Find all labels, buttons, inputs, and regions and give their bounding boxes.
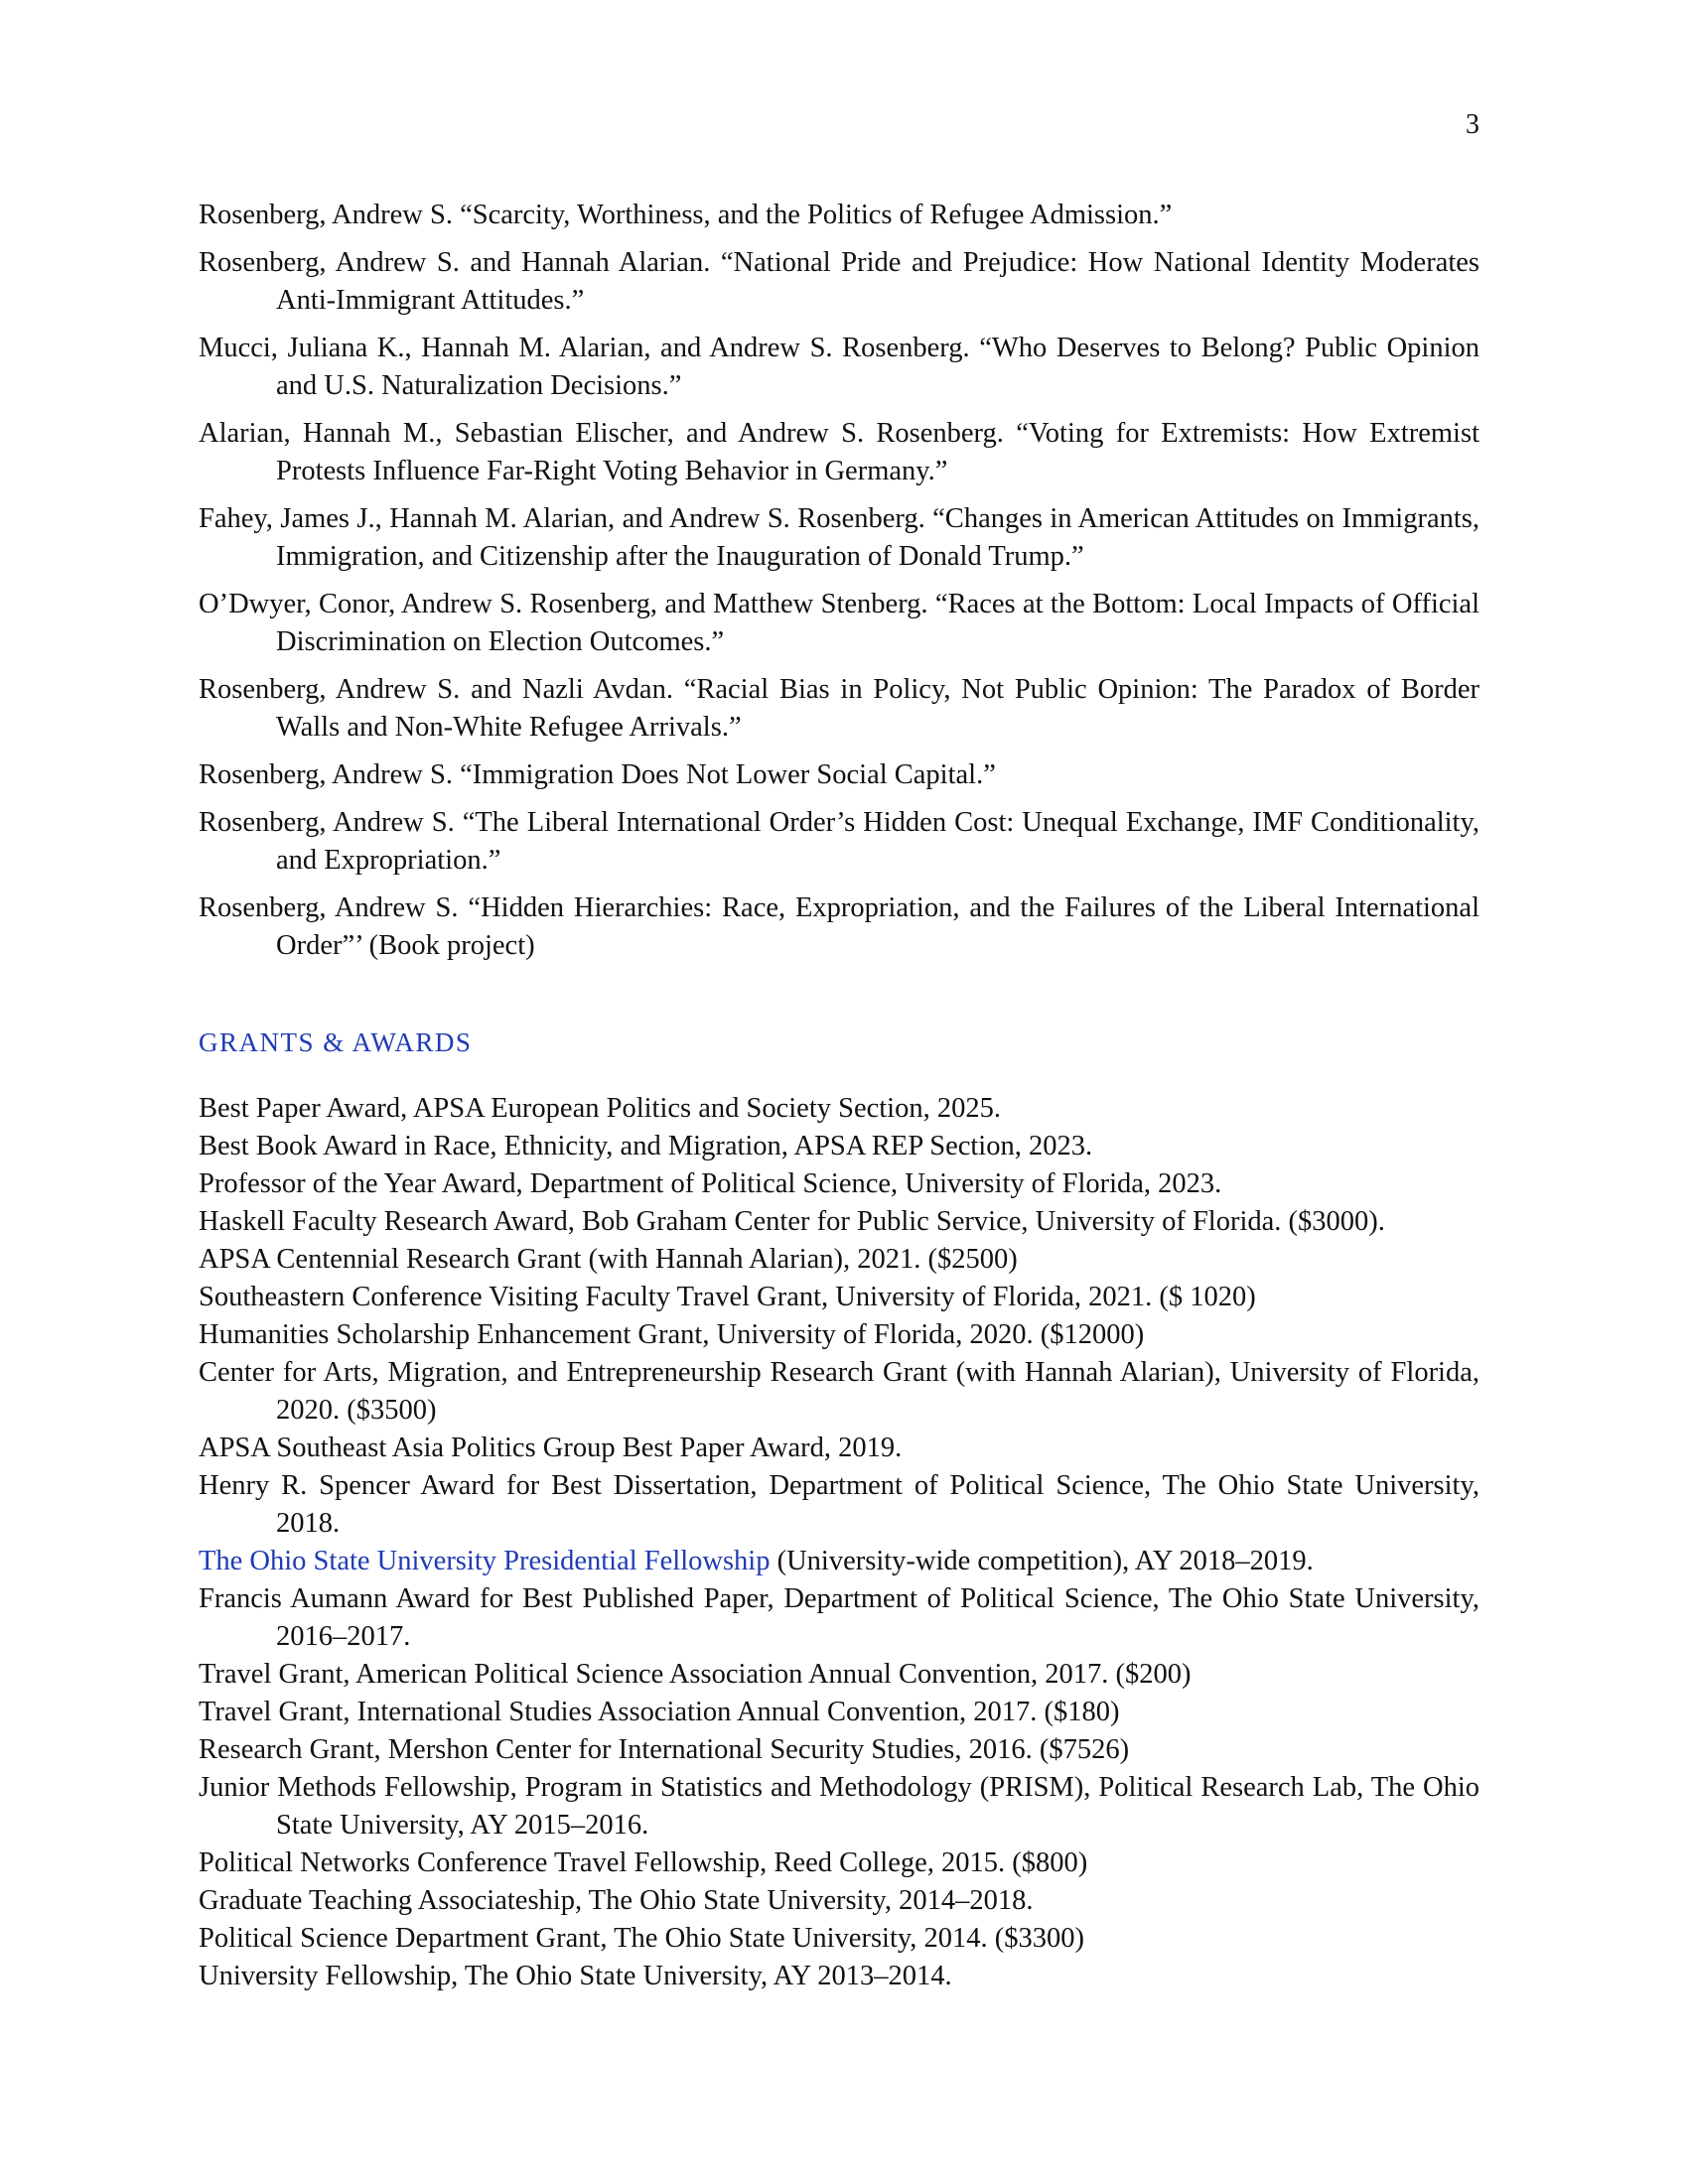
working-paper-entry: O’Dwyer, Conor, Andrew S. Rosenberg, and Matthew Stenberg. “Races at the Bottom: Local Impacts of Official Discrimination on Election Outcomes.” <box>199 589 1479 657</box>
working-paper-entry: Alarian, Hannah M., Sebastian Elischer, and Andrew S. Rosenberg. “Voting for Extremists: How Extremist Protests Influence Far-Right Voting Behavior in Germany.” <box>199 418 1479 486</box>
working-paper-entry: Rosenberg, Andrew S. “Scarcity, Worthiness, and the Politics of Refugee Admission.” <box>199 200 1173 230</box>
working-paper-entry: Rosenberg, Andrew S. and Nazli Avdan. “Racial Bias in Policy, Not Public Opinion: The Paradox of Border Walls and Non-White Refugee Arrivals.” <box>199 674 1479 743</box>
award-entry: Humanities Scholarship Enhancement Grant, University of Florida, 2020. ($12000) <box>199 1319 1145 1350</box>
award-entry: Best Paper Award, APSA European Politics and Society Section, 2025. <box>199 1093 1001 1124</box>
award-entry: APSA Centennial Research Grant (with Hannah Alarian), 2021. ($2500) <box>199 1244 1018 1275</box>
presidential-fellowship-link[interactable]: The Ohio State University Presidential Fellowship <box>199 1546 771 1576</box>
award-entry: Travel Grant, American Political Science Association Annual Convention, 2017. ($200) <box>199 1659 1192 1690</box>
working-paper-entry: Rosenberg, Andrew S. and Hannah Alarian. “National Pride and Prejudice: How National Identity Moderates Anti-Immigrant Attitudes.” <box>199 247 1479 316</box>
award-entry: Best Book Award in Race, Ethnicity, and Migration, APSA REP Section, 2023. <box>199 1131 1093 1161</box>
award-entry: Political Science Department Grant, The Ohio State University, 2014. ($3300) <box>199 1923 1085 1954</box>
working-paper-entry: Mucci, Juliana K., Hannah M. Alarian, and Andrew S. Rosenberg. “Who Deserves to Belong? Public Opinion and U.S. Naturalization Decisions.” <box>199 333 1479 401</box>
award-entry <box>199 1543 1479 1580</box>
page-number: 3 <box>1466 109 1479 140</box>
award-entry: Graduate Teaching Associateship, The Ohio State University, 2014–2018. <box>199 1885 1034 1916</box>
working-paper-entry: Fahey, James J., Hannah M. Alarian, and Andrew S. Rosenberg. “Changes in American Attitudes on Immigrants, Immigration, and Citizenship after the Inauguration of Donald Trump.” <box>199 503 1479 572</box>
award-entry-text: (University-wide competition), AY 2018–2019. <box>770 1546 1314 1576</box>
award-entry: Southeastern Conference Visiting Faculty Travel Grant, University of Florida, 2021. ($ 1020) <box>199 1282 1256 1312</box>
grants-awards-list <box>199 1090 1479 1995</box>
award-entry: Francis Aumann Award for Best Published Paper, Department of Political Science, The Ohio State University, 2016–2017. <box>199 1583 1479 1652</box>
working-paper-entry: Rosenberg, Andrew S. “The Liberal International Order’s Hidden Cost: Unequal Exchange, IMF Conditionality, and Expropriation.” <box>199 807 1479 876</box>
award-entry: Center for Arts, Migration, and Entrepreneurship Research Grant (with Hannah Alarian), University of Florida, 2020. ($3500) <box>199 1357 1479 1426</box>
award-entry: Henry R. Spencer Award for Best Dissertation, Department of Political Science, The Ohio State University, 2018. <box>199 1470 1479 1539</box>
award-entry: Political Networks Conference Travel Fellowship, Reed College, 2015. ($800) <box>199 1847 1088 1878</box>
award-entry: Research Grant, Mershon Center for International Security Studies, 2016. ($7526) <box>199 1734 1130 1765</box>
award-entry: Junior Methods Fellowship, Program in Statistics and Methodology (PRISM), Political Research Lab, The Ohio State University, AY 2015–2016. <box>199 1772 1479 1841</box>
working-paper-entry: Rosenberg, Andrew S. “Hidden Hierarchies: Race, Expropriation, and the Failures of the Liberal International Order”’ (Book project) <box>199 892 1479 961</box>
award-entry: Haskell Faculty Research Award, Bob Graham Center for Public Service, University of Florida. ($3000). <box>199 1206 1385 1237</box>
grants-awards-heading: GRANTS & AWARDS <box>199 1027 473 1057</box>
award-entry: Travel Grant, International Studies Association Annual Convention, 2017. ($180) <box>199 1697 1120 1727</box>
award-entry: APSA Southeast Asia Politics Group Best Paper Award, 2019. <box>199 1433 903 1463</box>
award-entry: University Fellowship, The Ohio State University, AY 2013–2014. <box>199 1961 952 1991</box>
working-paper-entry: Rosenberg, Andrew S. “Immigration Does Not Lower Social Capital.” <box>199 759 996 790</box>
cv-page-content <box>199 197 1479 1995</box>
working-papers-list <box>199 197 1479 965</box>
award-entry: Professor of the Year Award, Department of Political Science, University of Florida, 2023. <box>199 1168 1222 1199</box>
